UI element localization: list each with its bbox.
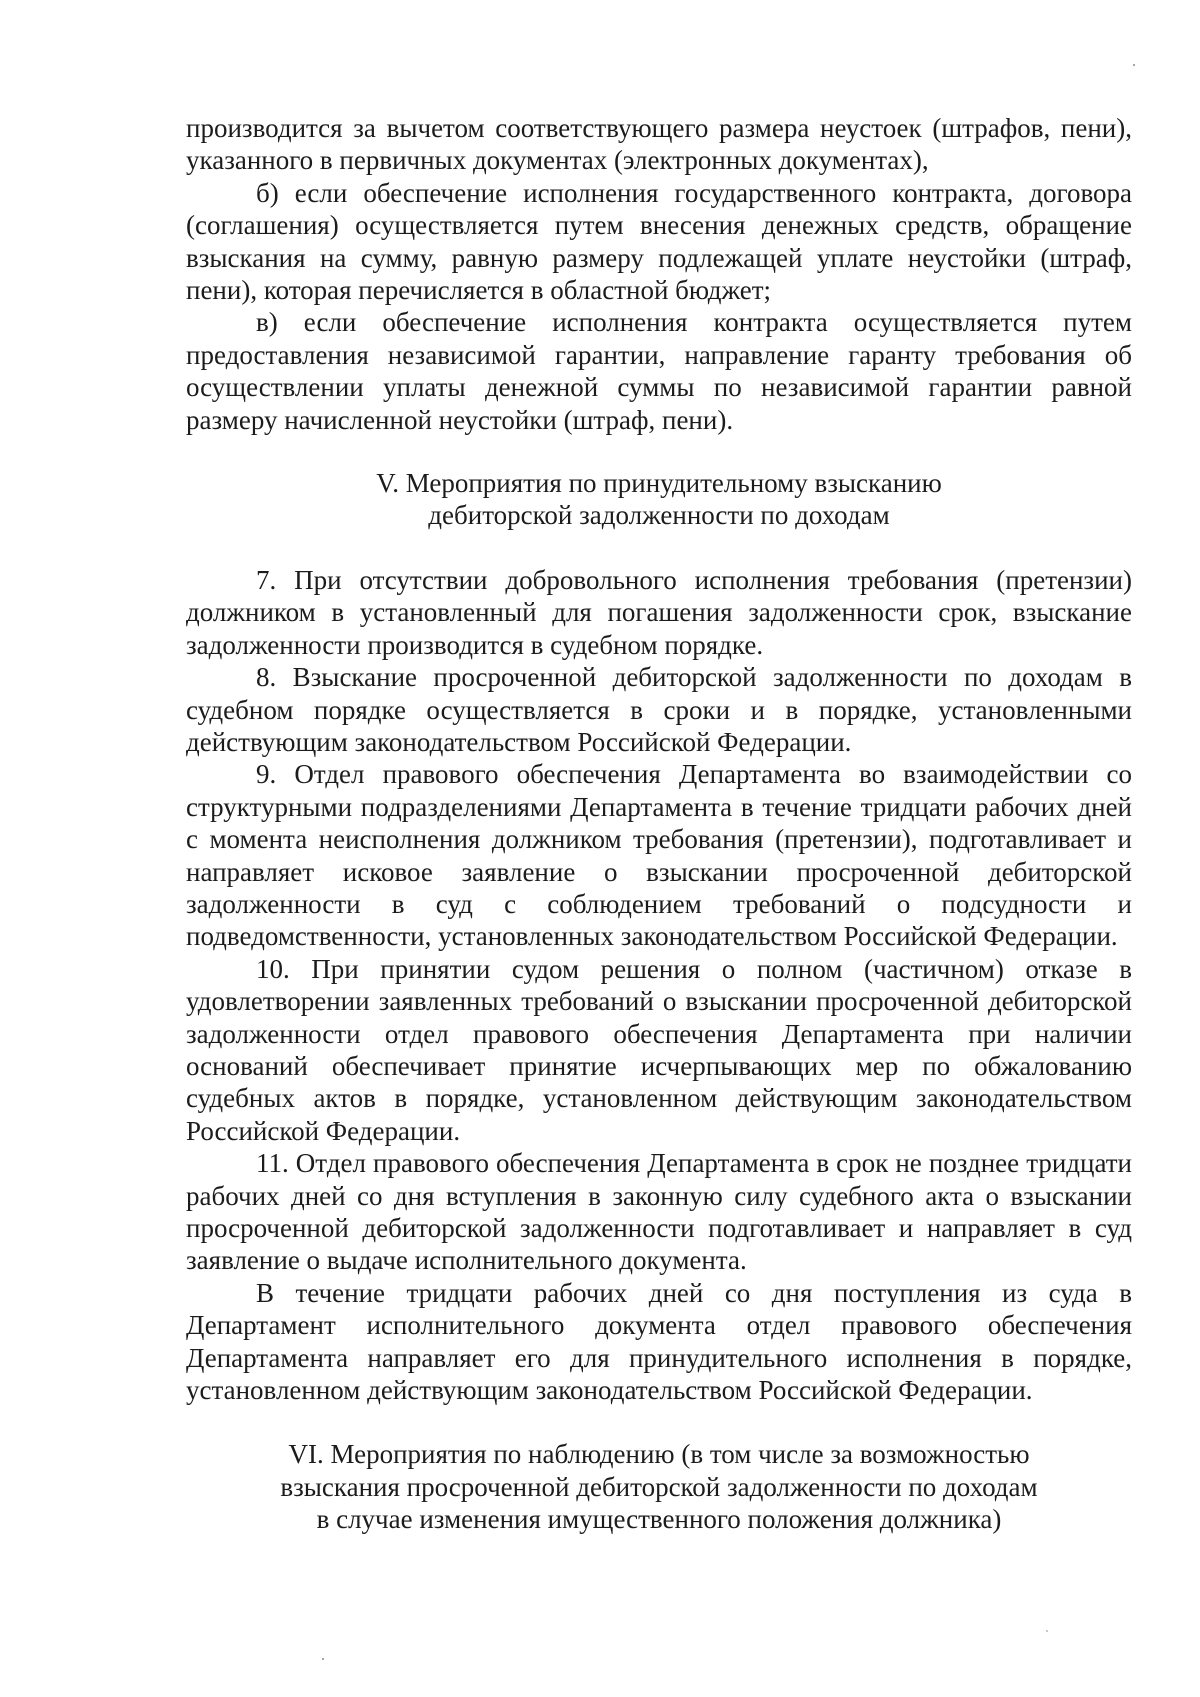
- paragraph-continuation: производится за вычетом соответствующего размера неустоек (штрафов, пени), указанного в первичных документах (электронных документах),: [186, 113, 1132, 176]
- section-6-heading: [186, 1438, 1132, 1535]
- section-6-heading-line-1: VI. Мероприятия по наблюдению (в том числе за возможностью: [288, 1439, 1030, 1470]
- paragraph-10: 10. При принятии судом решения о полном (частичном) отказе в удовлетворении заявленных требований о взыскании просроченной дебиторской задолженности отдел правового обеспечения Департамента при наличии оснований обеспечивает принятие исчерпывающих мер по обжалованию судебных актов в порядке, установленном действующим законодательством Российской Федерации.: [186, 953, 1132, 1146]
- paragraph-8: 8. Взыскание просроченной дебиторской задолженности по доходам в судебном порядке осуществляется в сроки и в порядке, установленными действующим законодательством Российской Федерации.: [186, 662, 1132, 757]
- paragraph-v: в) если обеспечение исполнения контракта осуществляется путем предоставления независимой гарантии, направление гаранту требования об осуществлении уплаты денежной суммы по независимой гарантии равной размеру начисленной неустойки (штраф, пени).: [186, 307, 1132, 435]
- document-body: [186, 112, 1132, 1536]
- paragraph-11-continuation: В течение тридцати рабочих дней со дня поступления из суда в Департамент исполнительного документа отдел правового обеспечения Департамента направляет его для принудительного исполнения в порядке, установленном действующим законодательством Российской Федерации.: [186, 1277, 1132, 1406]
- paragraph-7: 7. При отсутствии добровольного исполнения требования (претензии) должником в установленный для погашения задолженности срок, взыскание задолженности производится в судебном порядке.: [186, 564, 1132, 660]
- scan-speck: [322, 1658, 324, 1660]
- paragraph-11: 11. Отдел правового обеспечения Департамента в срок не позднее тридцати рабочих дней со дня вступления в законную силу судебного акта о взыскании просроченной дебиторской задолженности подготавливает и направляет в суд заявление о выдаче исполнительного документа.: [186, 1148, 1132, 1276]
- section-5-heading-line-2: дебиторской задолженности по доходам: [428, 500, 890, 531]
- section-6-heading-line-3: в случае изменения имущественного положения должника): [316, 1504, 1002, 1535]
- paragraph-9: 9. Отдел правового обеспечения Департамента во взаимодействии со структурными подразделениями Департамента в течение тридцати рабочих дней с момента неисполнения должником требования (претензии), подготавливает и направляет исковое заявление о взыскании просроченной дебиторской задолженности в суд с соблюдением требований о подсудности и подведомственности, установленных законодательством Российской Федерации.: [186, 759, 1132, 952]
- section-5-heading: [186, 467, 1132, 532]
- scan-speck: [1046, 1630, 1048, 1632]
- paragraph-b: б) если обеспечение исполнения государственного контракта, договора (соглашения) осуществляется путем внесения денежных средств, обращение взыскания на сумму, равную размеру подлежащей уплате неустойки (штраф, пени), которая перечисляется в областной бюджет;: [186, 177, 1132, 306]
- section-6-heading-line-2: взыскания просроченной дебиторской задолженности по доходам: [280, 1471, 1038, 1502]
- scan-speck: [1133, 64, 1135, 66]
- section-5-heading-line-1: V. Мероприятия по принудительному взысканию: [376, 468, 942, 499]
